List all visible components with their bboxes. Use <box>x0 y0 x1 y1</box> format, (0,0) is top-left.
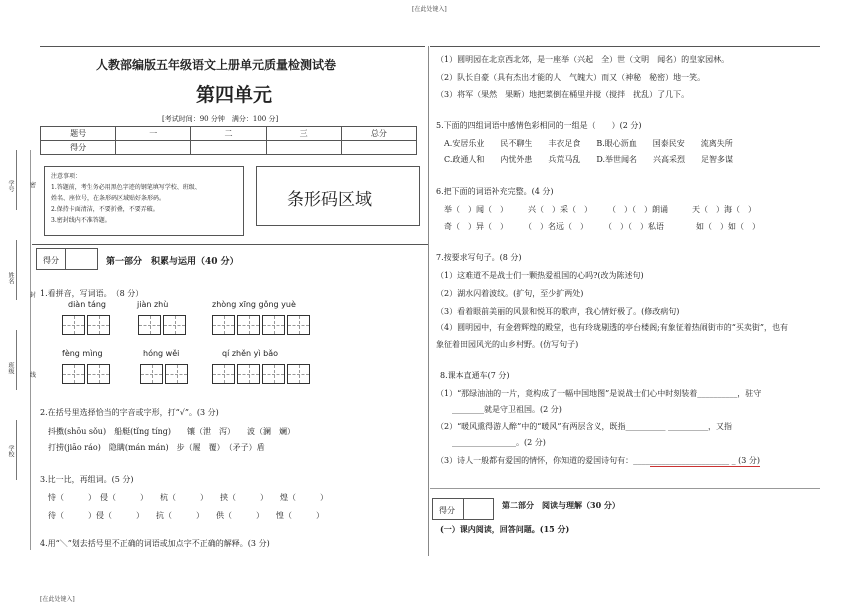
notice-item: 1.答题前，考生务必用黑色字迹的钢笔填写学校、班级、 <box>51 184 201 191</box>
q8-item-2a: （2）“暖风熏得游人醉”中的“暖风”有两层含义，既指__________ __________，又指 <box>436 422 732 431</box>
q1-prompt: 1.看拼音，写词语。 （8 分） <box>40 289 144 298</box>
q1-pinyin-4: fèng mìng <box>62 349 103 358</box>
q2-line-1: 抖擞(shōu sǒu) 船艇(tǐng tíng) 镶（泄 泻） 波（澜 斓） <box>48 427 295 436</box>
side-label-xingming: 姓名 <box>7 272 14 284</box>
score-table-header-1: 题号 <box>41 127 116 141</box>
side-label-banji: 班级 <box>7 362 14 374</box>
q1-write-box[interactable] <box>163 315 186 335</box>
q7-item-1: （1）这难道不是战士们一颗热爱祖国的心吗?(改为陈述句) <box>436 271 644 280</box>
q1-write-box[interactable] <box>262 315 285 335</box>
q6-line-1: 举（ ）闻（ ） 兴（ ）采（ ） （ ）（ ）朗诵 天（ ）海（ ） <box>444 205 756 214</box>
score-table-label-defen: 得分 <box>41 141 116 155</box>
q1-pinyin-5: hóng wěi <box>143 349 180 358</box>
top-rule-left <box>40 46 425 47</box>
notice-box <box>44 166 244 236</box>
q5-option-cd: C.政通人和 内忧外患 兵荒马乱 D.举世闻名 兴高采烈 足智多谋 <box>444 155 734 164</box>
xuexiao-line <box>16 420 17 480</box>
q8-item-2b: ________________。(2 分) <box>452 438 546 447</box>
binding-line <box>30 150 31 550</box>
xuehao-line <box>16 150 17 210</box>
q1-write-box[interactable] <box>140 364 163 384</box>
q1-write-box[interactable] <box>212 364 235 384</box>
q4-item-2: （2）队长自豪（具有杰出才能的人 气魄大）而又（神秘 秘密）地一笑。 <box>436 73 706 82</box>
q8-item-1a: （1）“那绿油油的一片，竟构成了一幅中国地图”是说战士们心中时刻装着__________，驻守 <box>436 389 762 398</box>
side-label-feng: 封 <box>30 292 37 299</box>
barcode-label: 条形码区域 <box>287 190 372 210</box>
q1-pinyin-3: zhòng xīng gǒng yuè <box>212 300 296 309</box>
q1-write-box[interactable] <box>62 315 85 335</box>
q1-write-box[interactable] <box>287 315 310 335</box>
score-table-header-2: 一 <box>116 127 191 141</box>
score-table-header-5: 总分 <box>341 127 416 141</box>
q6-line-2: 奇（ ）异（ ） （ ）名远（ ） （ ）（ ）私语 如（ ）如（ ） <box>444 222 760 231</box>
part1-title: 第一部分 积累与运用（40 分） <box>106 257 239 267</box>
q7-item-2: （2）湖水闪着波纹。(扩句，至少扩两处) <box>436 289 584 298</box>
part2-title: 第二部分 阅读与理解（30 分） <box>502 500 620 510</box>
part1-rule <box>32 244 428 245</box>
score-table <box>40 126 417 155</box>
q1-write-box[interactable] <box>87 315 110 335</box>
score-cell-total[interactable] <box>341 141 416 155</box>
q1-pinyin-1: diàn táng <box>68 300 107 309</box>
side-label-xuehao: 学号 <box>7 180 14 192</box>
part2-score-label: 得分 <box>439 506 455 515</box>
footer-note: [在此处键入] <box>40 596 75 603</box>
q7-item-4a: （4）圆明园中，有金碧辉煌的殿堂，也有玲珑剔透的亭台楼阁;有象征着热闹街市的“买卖街”，也有 <box>436 323 788 332</box>
q1-write-box[interactable] <box>165 364 188 384</box>
q7-item-4b: 象征着田园风光的山乡村野。(仿写句子) <box>436 340 579 349</box>
q6-prompt: 6.把下面的词语补充完整。(4 分) <box>436 187 554 196</box>
xingming-line <box>16 240 17 300</box>
side-label-xuexiao: 学校 <box>7 445 14 457</box>
part2-score-box[interactable] <box>432 498 494 520</box>
part1-score-divider <box>65 249 66 269</box>
part2-rule <box>430 488 820 489</box>
top-rule-right <box>430 46 820 47</box>
q8-underline-mark <box>650 466 760 467</box>
q8-item-3: （3）诗人一般都有爱国的情怀，你知道的爱国诗句有：________________________ _ (3 分) <box>436 456 761 465</box>
q3-line-1: 恃（ ） 侵（ ） 杭（ ） 挟（ ） 煌（ ） <box>48 493 328 502</box>
part2-score-divider <box>463 499 464 519</box>
score-cell-1[interactable] <box>116 141 191 155</box>
part1-score-label: 得分 <box>43 256 59 265</box>
q1-write-box[interactable] <box>237 315 260 335</box>
q2-prompt: 2.在括号里选择恰当的字音或字形，打“√”。(3 分) <box>40 408 219 417</box>
score-cell-3[interactable] <box>266 141 341 155</box>
notice-item: 2.保持卡面清洁，不要折叠，不要弄破。 <box>51 206 159 213</box>
q1-write-box[interactable] <box>138 315 161 335</box>
q1-pinyin-2: jiàn zhù <box>137 300 169 309</box>
q4-item-3: （3）将军（果然 果断）地把菜倒在桶里并搅（搅拌 扰乱）了几下。 <box>436 90 690 99</box>
q1-write-box[interactable] <box>262 364 285 384</box>
q8-item-1b: ________就是守卫祖国。(2 分) <box>452 405 562 414</box>
center-divider <box>428 46 429 556</box>
q5-prompt: 5.下面的四组词语中感情色彩相同的一组是（ ）(2 分) <box>436 121 642 130</box>
q1-write-box[interactable] <box>237 364 260 384</box>
exam-info: [考试时间：90 分钟 满分：100 分] <box>162 115 279 123</box>
score-cell-2[interactable] <box>191 141 266 155</box>
q7-prompt: 7.按要求写句子。(8 分) <box>436 253 522 262</box>
q1-write-box[interactable] <box>287 364 310 384</box>
side-label-mi: 密 <box>30 182 37 189</box>
side-label-xian: 线 <box>30 372 37 379</box>
reading-section-title: (一）课内阅读，回答问题。(15 分) <box>440 524 570 534</box>
q5-option-ab: A.安居乐业 民不聊生 丰衣足食 B.眼心沥血 国泰民安 流离失所 <box>444 139 733 148</box>
q1-pinyin-6: qí zhěn yì bǎo <box>222 349 279 358</box>
part1-score-box[interactable] <box>36 248 98 270</box>
header-note: [在此处键入] <box>412 6 447 13</box>
q8-prompt: 8.课本直通车(7 分) <box>440 371 510 380</box>
notice-item: 姓名、座位号，在条形码区域贴好条形码。 <box>51 195 166 202</box>
q1-write-box[interactable] <box>212 315 235 335</box>
score-table-header-4: 三 <box>266 127 341 141</box>
q4-item-1: （1）圆明园在北京西北郊，是一座举（兴起 全）世（文明 闻名）的皇家园林。 <box>436 55 730 64</box>
barcode-area <box>256 166 420 226</box>
q1-write-box[interactable] <box>62 364 85 384</box>
notice-heading: 注意事项： <box>51 173 82 180</box>
q3-prompt: 3.比一比，再组词。(5 分) <box>40 475 134 484</box>
banji-line <box>16 330 17 390</box>
q1-write-box[interactable] <box>87 364 110 384</box>
q4-prompt: 4.用“＼”划去括号里不正确的词语或加点字不正确的解释。(3 分) <box>40 539 270 548</box>
unit-title: 第四单元 <box>196 84 273 106</box>
notice-item: 3.密封线内不准答题。 <box>51 217 111 224</box>
q7-item-3: （3）看着眼前美丽的风景和悦耳的歌声，我心情好极了。(修改病句) <box>436 307 680 316</box>
q3-line-2: 待（ ）侵（ ） 抗（ ） 供（ ） 惶（ ） <box>48 511 324 520</box>
q2-line-2: 打捞(jiāo ráo) 隐瞒(mán mán) 步（履 覆） （矛子）盾 <box>48 443 265 452</box>
score-table-header-3: 二 <box>191 127 266 141</box>
page-title: 人教部编版五年级语文上册单元质量检测试卷 <box>96 58 337 72</box>
